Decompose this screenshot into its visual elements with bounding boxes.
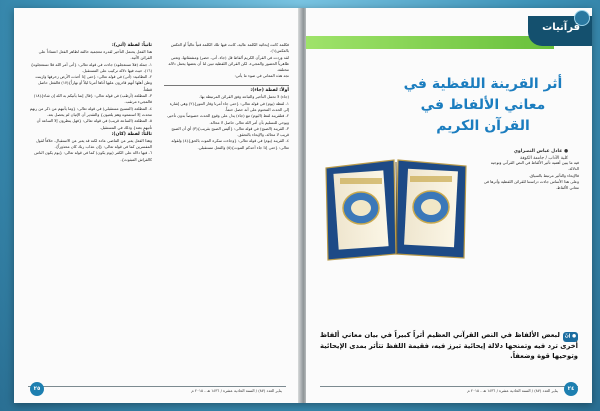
paragraph: ٢- النظامية: (أتى) في قوله تعالى: {حتى إذا أخذت الأرض زخرفها وازينت وظن أهلها أنهم قادرون عليها أتاها أمرنا ليلاً أو نهاراً}(١٧) فالفعل حاصل قطعاً. [35,74,152,92]
paragraph: وعلى هذا الأساس جاءت دراستنا للقرائن اللفظية وأثرها في معاني الألفاظ. [483,178,579,191]
author-name: ● عادل عباس النصراوي [513,149,568,154]
intro-marker: ● إنّ [563,332,578,342]
paragraph: فالإيحاء والتأثير مرتبط بالسياق. [528,172,579,178]
footer-rule [320,386,578,387]
page-number: ٢٥ [30,382,44,396]
paragraph: نجد هذه المعاني في ضوء ما يأتي: [234,73,289,79]
footer-rule [28,386,286,387]
page-number: ٢٤ [564,382,578,396]
green-strip [306,36,554,49]
paragraph: لقد وردت في القرآن الكريم ألفاظ قل (جاء، أتى، حضر) ومشتقاتها، وتعني ظاهرياً الحضور والمجيء، لكن القرائن اللفظية تبين لنا أن بعضها يحمل دلالة مختلفة. [168,54,289,73]
article-intro [320,331,578,361]
paragraph: ٥- المطلعة (الساعة قريب) في قوله تعالى: {فهل ينظرون إلا الساعة أن تأتيهم بغتة} وذلك في المستقبل. [36,118,152,130]
paragraph: فيه ما يبين أهمية تأثير الألفاظ في النص القرآني وتوجيه الدلالة. [490,160,579,172]
paragraph: وهذا الفعل يعبر عن الماضي عادة لكنه قد يعبر عن الاستقبال، خلافاً لقول المفسرين كما في قوله تعالى: {إن عذاب ربك كان محذوراً}. [35,137,152,150]
paragraph: ٦- فيها دلالة على الكفر (يوم يكون) كما في قوله تعالى: {يوم يكون الناس كالفراش المبثوث}. [34,150,152,162]
left-column-b [164,42,289,151]
footer-text: يناير العدد (٨٧) / السنة الحادية عشرة / ١٤٣٦ هـ - ٢٠١٥ م [467,388,558,393]
left-page [14,8,300,403]
paragraph: ١- لفظة (يوم) في قوله تعالى: {حتى جاء أمرنا وفار التنور}(٢) وهي إشارة إلى الحدث المحتوم على أنه حصل حتماً. [169,100,289,112]
paragraph: هذا الفعل يحتمل التأخير لقدرة معجمية خالفة لظاهر الفعل اعتماداً على القرائن الآتية. [38,49,152,61]
section-heading: ثانياً: لفظة (أتى): [111,43,152,48]
paragraph: ٤- المطلعة (المسيح مستقبلي) في قوله تعالى: {وما يأتيهم من ذكر من ربهم محدث إلا استمعوه وهم يلعبون} والتقدير أن الإتيان لم يحصل بعد. [29,105,152,117]
paragraph: ٣- المطلعة (أرطب) في قوله تعالى: {قال إنما يأتيكم به الله إن شاء}(١٨) فالمجيء مرتقب. [33,93,152,105]
magazine-spread [14,8,592,403]
author-affiliation: كلية الآداب / جامعة الكوفة [520,156,568,161]
section-heading: أولاً: لفظة (جاء): [250,88,289,94]
section-title: قرآنيات [542,22,580,33]
section-heading: ثالثاً: لفظة (كان): [111,131,152,137]
right-footer [306,377,592,403]
paragraph: فكلمة كانت إيحائية الكلمة عالية، كانت فيها تلك الكلمة فنياً عالياً أو العكس بالعكس(١). [170,42,289,54]
paragraph: ٤- القرينة (يوم) في قوله تعالى: {وجاءت سكرة الموت بالحق}(٤) ولقوله تعالى: {حتى إذا جاء أحدكم الموت}(٥) والفعل مستقبلي. [171,138,289,150]
footer-text: يناير العدد (٨٧) / السنة الحادية عشرة / ١٤٣٦ هـ - ٢٠١٥ م [191,388,282,393]
left-footer [14,377,300,403]
intro-text: لبعض الألفاظ في النص القرآني العظيم أثراً كبيراً في بيان معاني ألفاظ أخرى ترد فيه وتمنحها دلالة إيحائية تبرز فيه، فقيمة اللفظ تتأثر بمدى الإيحائية وتوحيها قوة وضعفاً. [320,331,578,360]
paragraph: ٣- القرينة (الصبح) في قوله تعالى: {أليس الصبح بقريب}(٣) أي أن الصبح قريب لا محالة، والإيحاء بالتحقق. [171,125,289,138]
paragraph: ٢- فتلقرينة لفظ (اليوم) مع (جاء) يدل على وقوع الحدث خصوصاً بدون تأخير، ويوحي للتسليم بأن أمر الله تعالى حاصل لا محالة. [166,113,289,125]
divider [164,81,289,86]
right-page [306,8,592,403]
article-headline: أثر القرينة اللفظية في معاني الألفاظ في القرآن الكريم [403,76,563,134]
paragraph: ١- جملة (فلا تستعجلوه) جاءت في قوله تعالى: {أتى أمر الله فلا تستعجلوه}(١٦)، حيث فيها دلالة تركيب على المستقبل. [30,61,152,73]
paragraph: (جاء) لا تحمل التأخير والتباعد وفق القرائن المرتبطة بها. [199,94,289,100]
section-banner [306,8,592,54]
right-column [482,160,579,191]
open-quran-image [320,150,472,266]
left-column-a [28,42,152,163]
